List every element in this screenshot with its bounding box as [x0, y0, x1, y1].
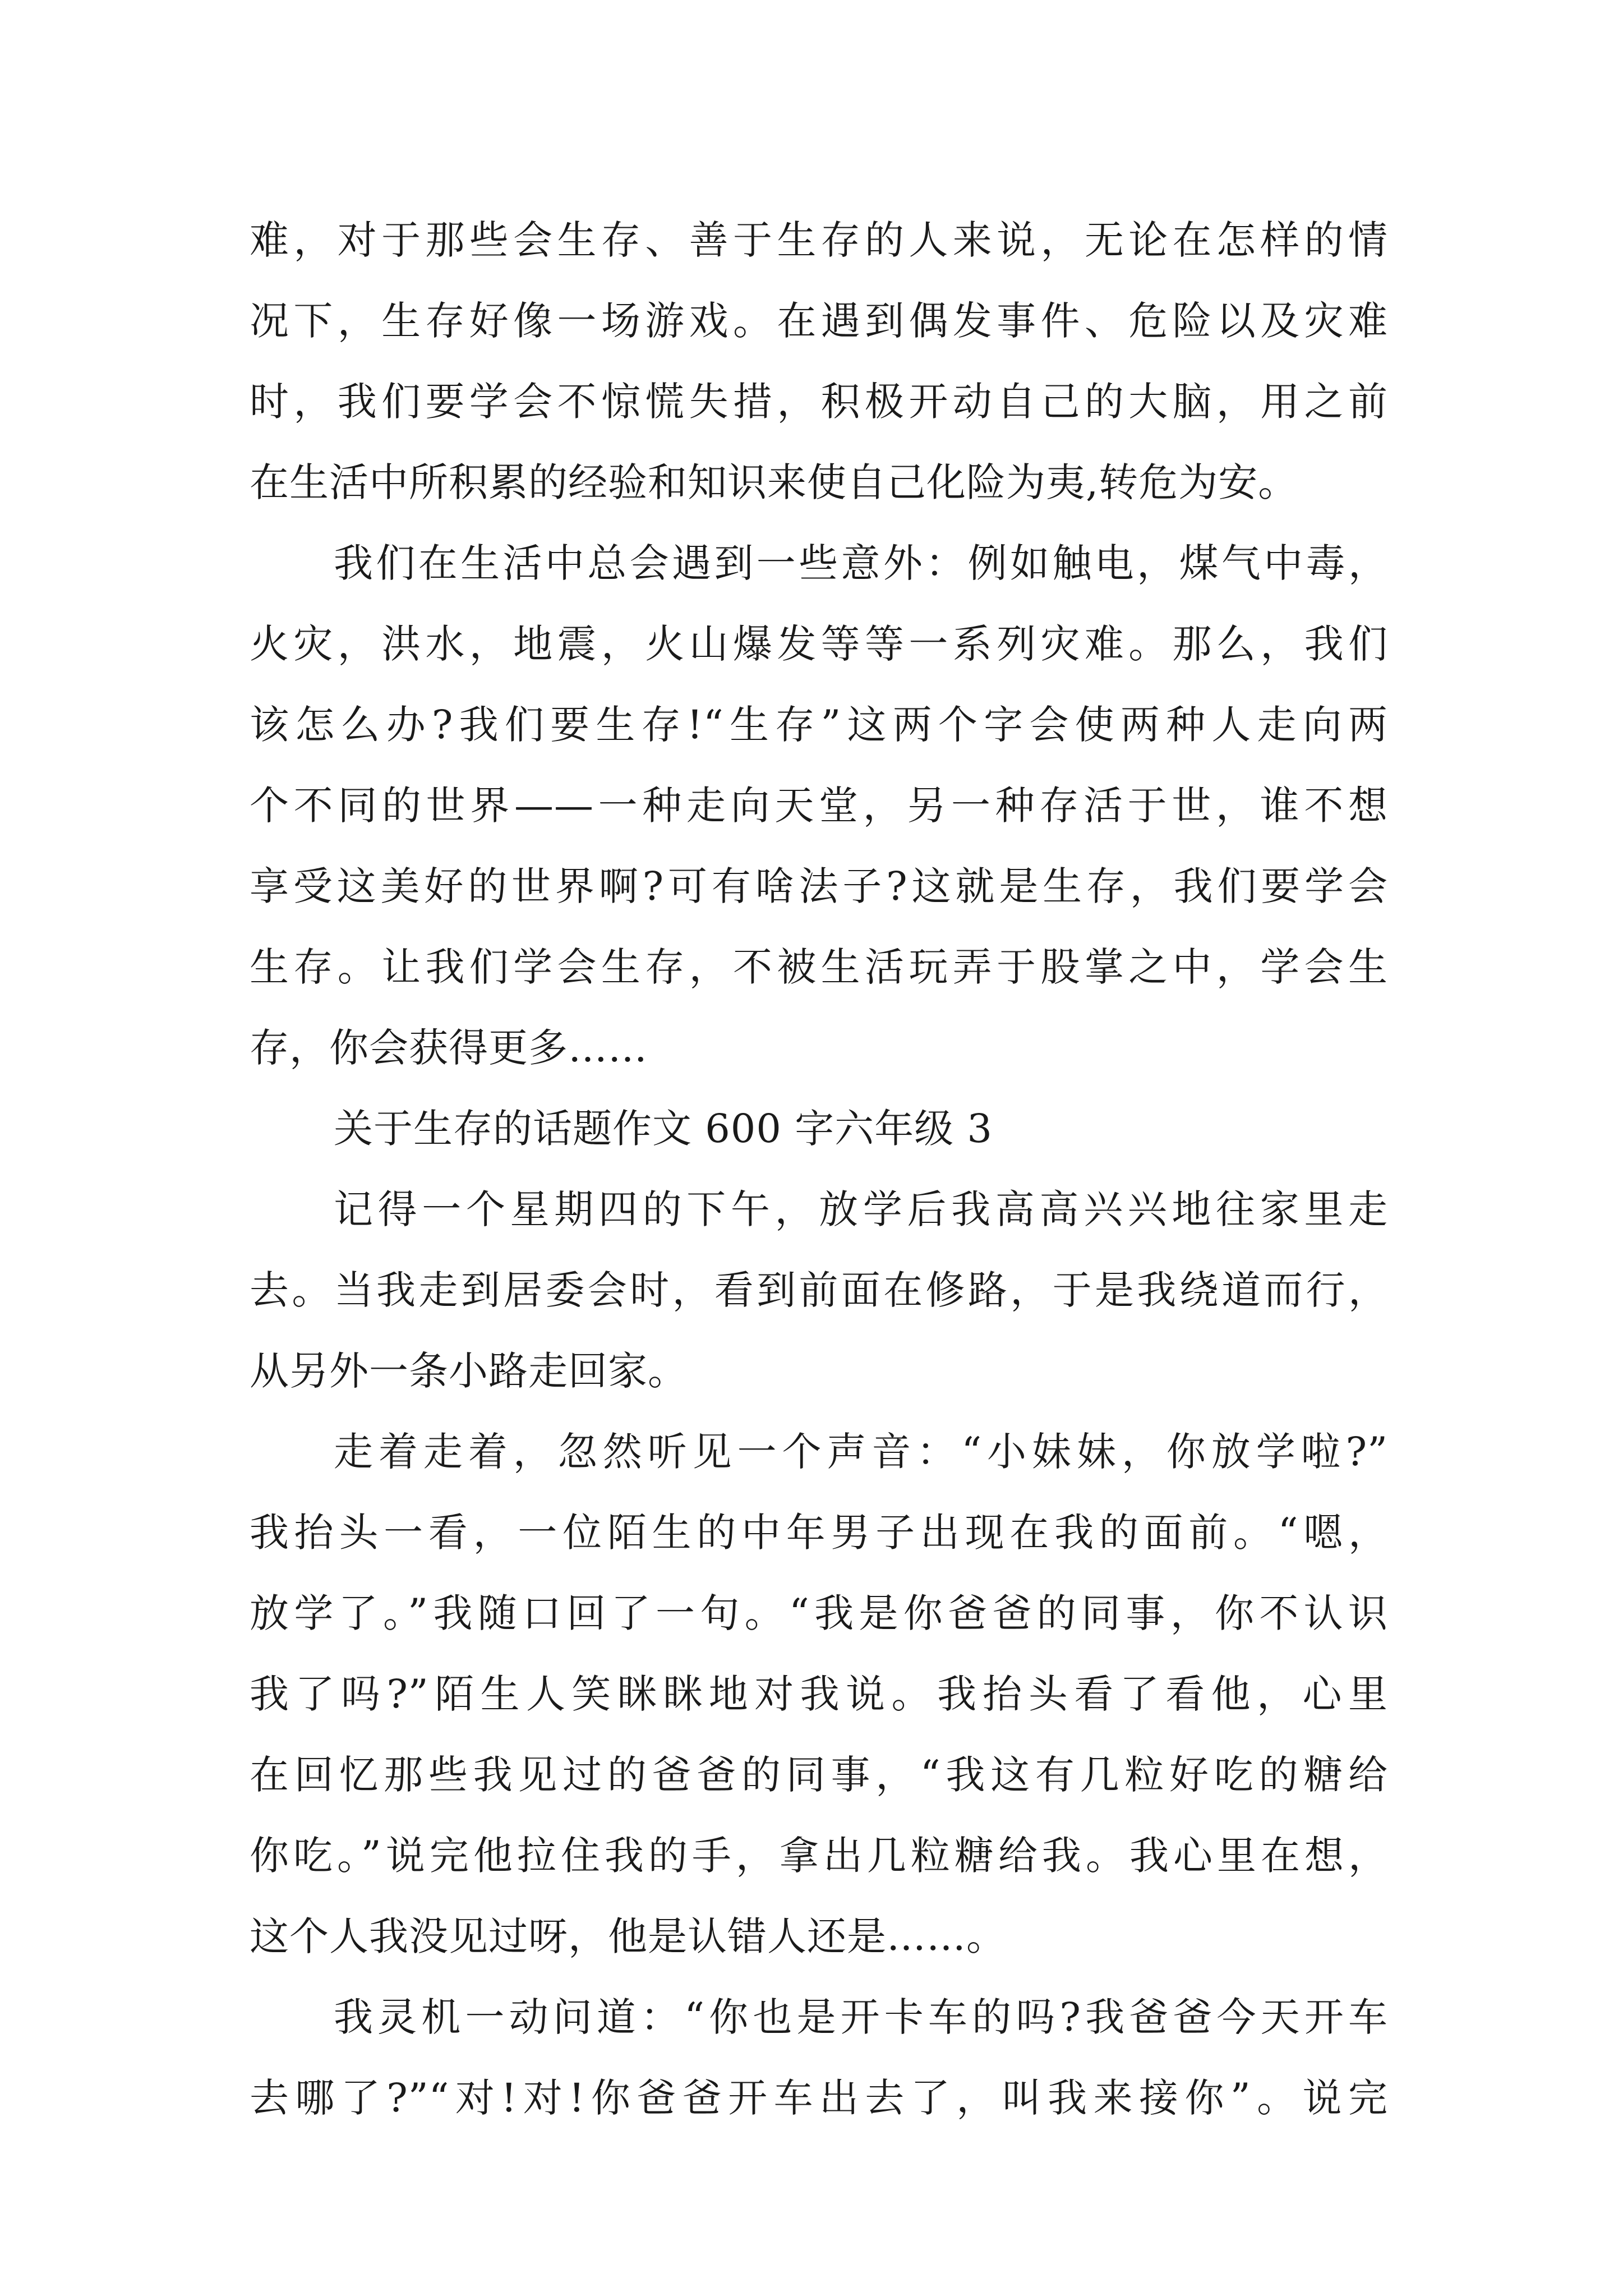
- body-text: [250, 213, 1388, 2152]
- text-line: 生存。让我们学会生存，不被生活玩弄于股掌之中，学会生: [250, 944, 1388, 990]
- paragraph-first-line: 记得一个星期四的下午，放学后我高高兴兴地往家里走: [334, 1186, 1388, 1232]
- paragraph-first-line: 我们在生活中总会遇到一些意外：例如触电，煤气中毒，: [334, 540, 1388, 586]
- paragraph-first-line: 我灵机一动问道：“你也是开卡车的吗?我爸爸今天开车: [334, 1994, 1388, 2040]
- text-line: 在生活中所积累的经验和知识来使自己化险为夷,转危为安。: [250, 459, 1298, 505]
- text-line: 你吃。”说完他拉住我的手，拿出几粒糖给我。我心里在想，: [250, 1833, 1388, 1879]
- text-line: 从另外一条小路走回家。: [250, 1348, 688, 1394]
- text-line: 这个人我没见过呀，他是认错人还是……。: [250, 1913, 1006, 1959]
- text-line: 在回忆那些我见过的爸爸的同事，“我这有几粒好吃的糖给: [250, 1752, 1388, 1798]
- text-line: 个不同的世界——一种走向天堂，另一种存活于世，谁不想: [250, 783, 1388, 829]
- text-line: 去哪了?”“对!对!你爸爸开车出去了，叫我来接你”。说完: [250, 2075, 1388, 2121]
- text-line: 享受这美好的世界啊?可有啥法子?这就是生存，我们要学会: [250, 863, 1388, 909]
- text-line: 去。当我走到居委会时，看到前面在修路，于是我绕道而行，: [250, 1267, 1388, 1313]
- text-line: 该怎么办?我们要生存!“生存”这两个字会使两种人走向两: [250, 702, 1388, 748]
- text-line: 况下，生存好像一场游戏。在遇到偶发事件、危险以及灾难: [250, 298, 1388, 344]
- section-heading: 关于生存的话题作文 600 字六年级 3: [334, 1106, 993, 1152]
- text-line: 时，我们要学会不惊慌失措，积极开动自己的大脑，用之前: [250, 379, 1388, 425]
- text-line: 放学了。”我随口回了一句。“我是你爸爸的同事，你不认识: [250, 1590, 1388, 1636]
- text-line: 我抬头一看，一位陌生的中年男子出现在我的面前。“嗯，: [250, 1510, 1388, 1556]
- text-line: 难，对于那些会生存、善于生存的人来说，无论在怎样的情: [250, 217, 1388, 263]
- text-line: 存，你会获得更多……: [250, 1025, 648, 1071]
- paragraph-first-line: 走着走着，忽然听见一个声音：“小妹妹，你放学啦?”: [334, 1429, 1388, 1475]
- text-line: 火灾，洪水，地震，火山爆发等等一系列灾难。那么，我们: [250, 621, 1388, 667]
- text-line: 我了吗?”陌生人笑眯眯地对我说。我抬头看了看他，心里: [250, 1671, 1388, 1717]
